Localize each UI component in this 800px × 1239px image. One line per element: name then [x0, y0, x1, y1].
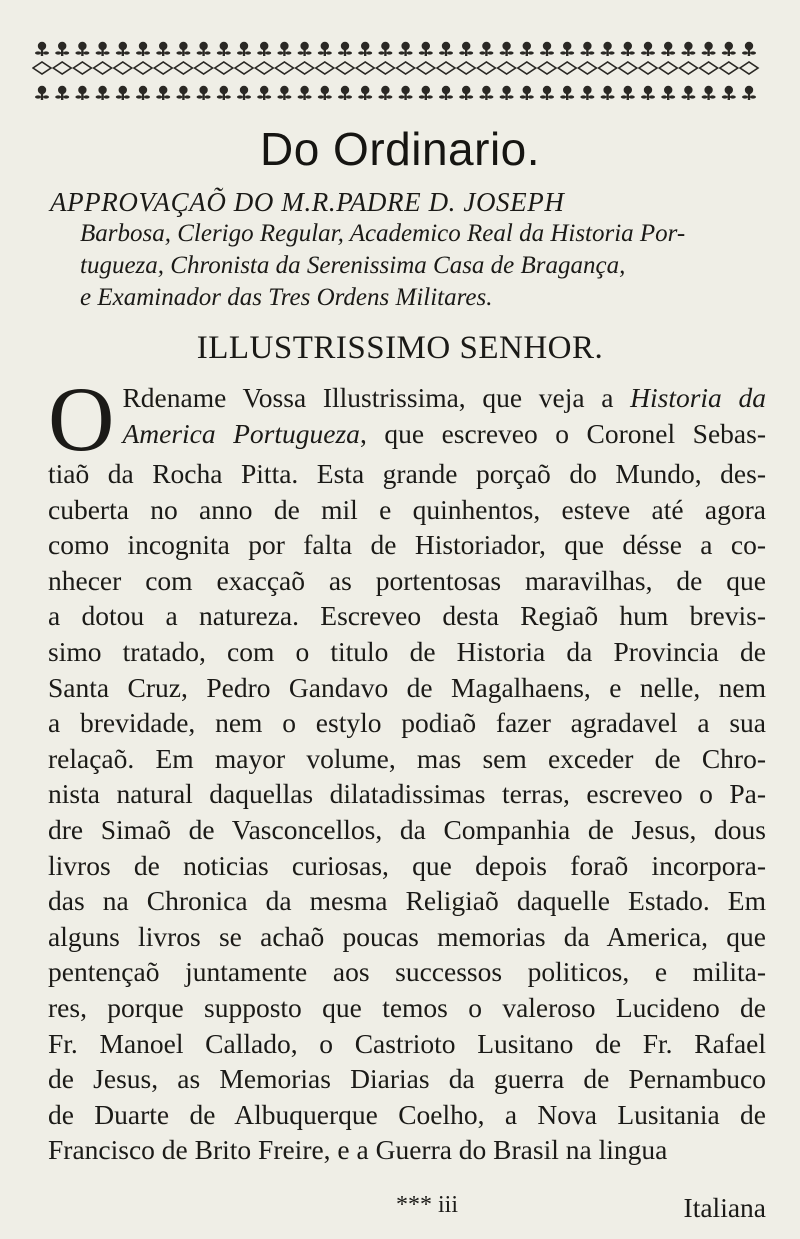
text-line: de Jesus, as Memorias Diarias da guerra de Pernambuco	[48, 1063, 766, 1095]
ornament-lozenge	[740, 62, 758, 74]
ornament-lozenge	[437, 62, 455, 74]
ornament-fleuron	[580, 42, 594, 56]
ornament-fleuron	[176, 86, 190, 100]
ornament-lozenge	[659, 62, 677, 74]
ornament-fleuron	[217, 42, 231, 56]
ornament-fleuron	[399, 86, 413, 100]
ornament-lozenge	[417, 62, 435, 74]
ornament-fleuron	[75, 42, 89, 56]
ornament-lozenge	[316, 62, 334, 74]
ornament-fleuron	[378, 42, 392, 56]
ornament-lozenge	[275, 62, 293, 74]
ornament-fleuron	[661, 42, 675, 56]
text-line: cuberta no anno de mil e quinhentos, esteve até agora	[48, 493, 766, 525]
approval-line: tugueza, Chronista da Serenissima Casa de Bragança,	[80, 252, 626, 279]
ornament-fleuron	[378, 86, 392, 100]
ornament-lozenge	[53, 62, 71, 74]
ornament-fleuron	[176, 42, 190, 56]
ornament-fleuron	[136, 86, 150, 100]
ornament-lozenge	[356, 62, 374, 74]
ornament-lozenge	[639, 62, 657, 74]
signature-mark: *** iii	[396, 1192, 459, 1218]
ornament-fleuron	[702, 42, 716, 56]
ornament-fleuron	[621, 86, 635, 100]
approval-line: APPROVAÇAÕ DO M.R.PADRE D. JOSEPH	[50, 187, 565, 217]
text-line: Fr. Manoel Callado, o Castrioto Lusitano de Fr. Rafael	[48, 1027, 766, 1059]
ornament-lozenge	[498, 62, 516, 74]
text-line: a dotou a natureza. Escreveo desta Regiaõ hum brevis-	[48, 600, 766, 632]
ornament-fleuron	[136, 42, 150, 56]
ornament-fleuron	[722, 86, 736, 100]
ornament-fleuron	[55, 86, 69, 100]
ornament-lozenge	[336, 62, 354, 74]
decorative-border-ornament	[32, 36, 768, 104]
ornament-fleuron	[257, 42, 271, 56]
text-line: pentençaõ juntamente aos successos politicos, e milita-	[48, 956, 766, 988]
ornament-lozenge	[700, 62, 718, 74]
ornament-fleuron	[338, 42, 352, 56]
ornament-fleuron	[358, 86, 372, 100]
ornament-fleuron	[277, 42, 291, 56]
ornament-fleuron	[459, 42, 473, 56]
ornament-lozenge	[114, 62, 132, 74]
ornament-lozenge	[538, 62, 556, 74]
ornament-fleuron	[742, 86, 756, 100]
ornament-fleuron	[580, 86, 594, 100]
ornament-lozenge	[477, 62, 495, 74]
ornament-fleuron	[540, 42, 554, 56]
ornament-fleuron	[217, 86, 231, 100]
ornament-lozenge	[376, 62, 394, 74]
text-span: , que escreveo o Coronel Sebas-	[359, 417, 766, 449]
ornament-lozenge	[195, 62, 213, 74]
ornament-fleuron	[197, 42, 211, 56]
ornament-fleuron	[520, 86, 534, 100]
ornament-lozenge	[174, 62, 192, 74]
ornament-fleuron	[237, 86, 251, 100]
text-line: nhecer com exacçaõ as portentosas maravilhas, de que	[48, 564, 766, 596]
ornament-fleuron	[35, 86, 49, 100]
ornament-fleuron	[560, 42, 574, 56]
ornament-fleuron	[156, 86, 170, 100]
text-line: simo tratado, com o titulo de Historia da Provincia de	[48, 635, 766, 667]
ornament-fleuron	[298, 86, 312, 100]
ornament-fleuron	[621, 42, 635, 56]
text-line: como incognita por falta de Historiador, que désse a co-	[48, 529, 766, 561]
ornament-lozenge	[679, 62, 697, 74]
ornament-lozenge	[215, 62, 233, 74]
ornament-lozenge	[720, 62, 738, 74]
ornament-fleuron	[479, 42, 493, 56]
ornament-fleuron	[358, 42, 372, 56]
ornament-fleuron	[55, 42, 69, 56]
approval-line: e Examinador das Tres Ordens Militares.	[80, 284, 493, 311]
ornament-fleuron	[197, 86, 211, 100]
ornament-fleuron	[560, 86, 574, 100]
ornament-lozenge	[397, 62, 415, 74]
ornament-lozenge	[255, 62, 273, 74]
approval-heading	[50, 186, 760, 314]
ornament-fleuron	[35, 42, 49, 56]
body-paragraph	[48, 368, 766, 1168]
ornament-fleuron	[439, 86, 453, 100]
ornament-fleuron	[156, 42, 170, 56]
ornament-lozenge	[578, 62, 596, 74]
ornament-fleuron	[459, 86, 473, 100]
ornament-lozenge	[296, 62, 314, 74]
text-line	[48, 380, 766, 416]
text-line: res, porque supposto que temos o valeroso Lucideno de	[48, 991, 766, 1023]
ornament-fleuron	[439, 42, 453, 56]
ornament-fleuron	[661, 86, 675, 100]
ornament-lozenge	[558, 62, 576, 74]
text-line: relaçaõ. Em mayor volume, mas sem exceder de Chro-	[48, 742, 766, 774]
ornament-fleuron	[298, 42, 312, 56]
ornament-fleuron	[116, 86, 130, 100]
ornament-fleuron	[722, 42, 736, 56]
ornament-fleuron	[681, 42, 695, 56]
ornament-fleuron	[601, 86, 615, 100]
ornament-fleuron	[479, 86, 493, 100]
ornament-fleuron	[641, 86, 655, 100]
ornament-fleuron	[318, 42, 332, 56]
ornament-lozenge	[33, 62, 51, 74]
page-title: Do Ordinario.	[259, 123, 541, 175]
ornament-lozenge	[154, 62, 172, 74]
ornament-fleuron	[641, 42, 655, 56]
text-line: nista natural daquellas dilatadissimas terras, escreveo o Pa-	[48, 778, 766, 810]
ornament-fleuron	[96, 42, 110, 56]
text-span: Rdename Vossa Illustrissima, que veja a	[122, 382, 631, 413]
ornament-fleuron	[96, 86, 110, 100]
ornament-fleuron	[702, 86, 716, 100]
ornament-fleuron	[540, 86, 554, 100]
ornament-fleuron	[419, 42, 433, 56]
book-title-italic: Historia da	[630, 382, 766, 413]
salutation: ILLUSTRISSIMO SENHOR.	[196, 330, 604, 366]
approval-line: Barbosa, Clerigo Regular, Academico Real da Historia Por-	[80, 220, 686, 247]
ornament-fleuron	[520, 42, 534, 56]
ornament-fleuron	[601, 42, 615, 56]
ornament-lozenge	[235, 62, 253, 74]
ornament-fleuron	[419, 86, 433, 100]
ornament-fleuron	[318, 86, 332, 100]
ornament-lozenge	[599, 62, 617, 74]
text-line: Santa Cruz, Pedro Gandavo de Magalhaens, e nelle, nem	[48, 671, 766, 703]
ornament-lozenge	[94, 62, 112, 74]
ornament-lozenge	[457, 62, 475, 74]
drop-cap: O	[48, 368, 115, 470]
text-line: das na Chronica da mesma Religiaõ daquelle Estado. Em	[48, 885, 766, 917]
ornament-fleuron	[116, 42, 130, 56]
ornament-fleuron	[237, 42, 251, 56]
text-line: dre Simaõ de Vasconcellos, da Companhia de Jesus, dous	[48, 813, 766, 845]
ornament-lozenge	[619, 62, 637, 74]
ornament-lozenge	[73, 62, 91, 74]
ornament-fleuron	[500, 42, 514, 56]
catchword: Italiana	[683, 1192, 766, 1223]
ornament-fleuron	[257, 86, 271, 100]
ornament-lozenge	[134, 62, 152, 74]
ornament-fleuron	[681, 86, 695, 100]
ornament-fleuron	[338, 86, 352, 100]
text-line: livros de noticias curiosas, que depois foraõ incorpora-	[48, 849, 766, 881]
text-line: de Duarte de Albuquerque Coelho, a Nova Lusitania de	[48, 1098, 766, 1130]
ornament-fleuron	[277, 86, 291, 100]
text-line: tiaõ da Rocha Pitta. Esta grande porçaõ do Mundo, des-	[48, 458, 766, 489]
ornament-fleuron	[500, 86, 514, 100]
ornament-fleuron	[742, 42, 756, 56]
ornament-fleuron	[75, 86, 89, 100]
ornament-fleuron	[399, 42, 413, 56]
text-line: a brevidade, nem o estylo podiaõ fazer agradavel a sua	[48, 707, 766, 739]
text-line	[48, 416, 766, 452]
book-title-italic: America Portugueza	[122, 417, 360, 449]
text-line: Francisco de Brito Freire, e a Guerra do Brasil na lingua	[48, 1134, 668, 1166]
ornament-lozenge	[518, 62, 536, 74]
text-line: alguns livros se achaõ poucas memorias da America, que	[48, 920, 766, 952]
